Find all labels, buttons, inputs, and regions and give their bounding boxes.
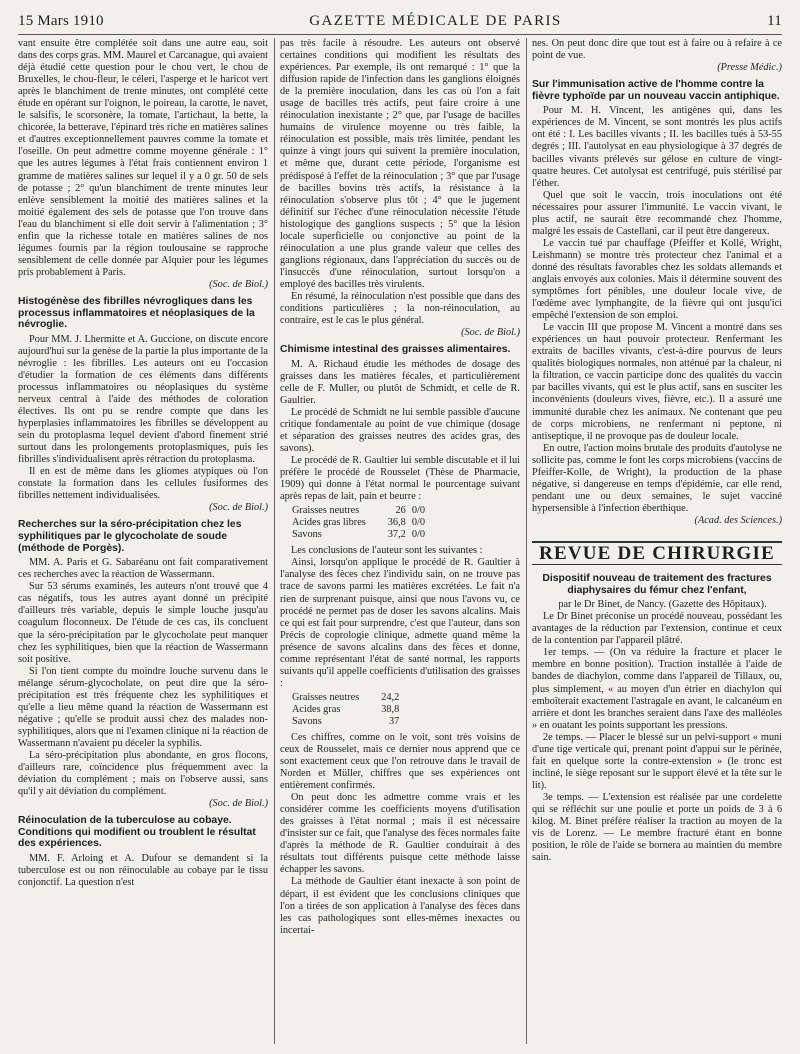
source-citation: (Acad. des Sciences.) <box>694 514 782 526</box>
paragraph: Pour MM. J. Lhermitte et A. Guccione, on discute encore aujourd'hui sur la genèse de la partie la plus importante de la névroglie : les fibrilles. Les auteurs ont eu l'occasion d'étudier la formation de ces éléments dans différents processus inflammatoires ou néoplasiques du système nerveux central à l'aide des méthodes de coloration électives. Ils ont pu se rendre compte que dans les hyperplasies inflammatoires les fibrilles se développent au sein du protoplasma lequel devient d'abord finement strié surtout dans les prolongements protoplasmiques, puis les fibrilles s'individualisent après rétraction du protoplasma. <box>18 333 268 466</box>
table-cell: 26 <box>395 505 406 517</box>
source-citation: (Soc. de Biol.) <box>209 278 268 290</box>
paragraph: Il en est de même dans les gliomes atypiques où l'on constate la formation dans les cellules fusiformes des fibrilles nettement individualisées. <box>18 466 268 502</box>
paragraph: 3e temps. — L'extension est réalisée par une cordelette qui se réfléchit sur une poulie et porte un poids de 3 à 6 kilog. M. Binet préfère réaliser la traction au moyen de la vis de Lorenz. — Le membre fracturé étant en bonne position, le rôle de l'aide se bornera au maintien du membre sain. <box>532 791 782 864</box>
paragraph: MM. A. Paris et G. Sabaréanu ont fait comparativement ces recherches avec la réaction de Wassermann. <box>18 557 268 581</box>
source-citation: (Presse Médic.) <box>717 62 782 74</box>
table-cell: Acides gras <box>292 703 341 715</box>
table-row <box>290 529 427 541</box>
column-middle <box>280 38 520 1044</box>
paragraph: Le vaccin tué par chauffage (Pfeiffer et Kollé, Wright, Leishmann) se montre très protecteur chez l'animal et a donné des résultats favorables chez les soldats allemands et anglais envoyés aux colonies. Mais il détermine souvent des symptômes fort pénibles, une douleur locale vive, de l'œdème avec lymphangite, de la fièvre qui ont jusqu'ici empêché l'extension de son emploi. <box>532 237 782 322</box>
paragraph: MM. F. Arloing et A. Dufour se demandent si la tuberculose est ou non réinoculable au cobaye par le tissu conjonctif. La question n'est <box>18 853 268 889</box>
table-row <box>290 505 427 517</box>
running-header <box>18 8 782 35</box>
table-row <box>290 692 401 704</box>
paragraph: pas très facile à résoudre. Les auteurs ont observé certaines conditions qui modifient les résultats des expériences. Par exemple, ils ont remarqué : 1° que la diffusion rapide de l'infection dans les ganglions éloignés de la première inoculation, dans les cas où l'on a fait usage de bacilles très actifs, peut faire croire à une réinoculation inexistante ; 2° que, par l'usage de bacilles humains de virulence moyenne ou très faible, la réinoculation est possible, mais très limitée, pendant les quinze à vingt jours qui suivent la première inoculation, et même que, durant cette période, l'organisme est prédisposé à l'effet de la réinoculation ; 3° que par l'usage de bacilles bovins très actifs, la résistance à la réinoculation s'observe plus tôt ; 4° que le jugement définitif sur l'échec d'une réinoculation nécessite l'étude histologique des ganglions suspects ; 5° que la lésion locale superficielle ou conjonctive au point de la réinoculation a une plus grande valeur que celles des ganglions régionaux, dans l'appréciation du succès ou de l'insuccès d'une réinoculation, surtout lorsqu'on a employé des bacilles très virulents. <box>280 38 520 290</box>
paragraph: Le procédé de R. Gaultier lui semble discutable et il lui préfère le procédé de Rousselet (Thèse de Pharmacie, 1909) qui donne à l'état normal le pourcentage suivant après repas de lait, pain et beurre : <box>280 455 520 503</box>
header-page-number: 11 <box>767 12 782 29</box>
table-row <box>290 517 427 529</box>
article-heading: Dispositif nouveau de traitement des fractures diaphysaires du fémur chez l'enfant, <box>542 573 772 596</box>
table-cell: Savons <box>292 529 322 541</box>
paragraph: vant ensuite être complétée soit dans une autre eau, soit dans des corps gras. MM. Maurel et Carcanague, qui avaient déjà étudié cette question pour le chou vert, le chou de Bruxelles, le chou-fleur, le céleri, l'asperge et le haricot vert après le blanchiment de trente minutes, ont complété cette étude en opérant sur l'oignon, le poireau, la carotte, le navet, le salsifis, le scorsonère, la tomate, l'artichaut, la bette, la chicorée, la betterave, l'épinard très riche en matières salines et d'autres exceptionnellement pauvres comme la tomate et l'oseille. On peut admettre comme moyenne générale : 1° que les autres légumes à l'état frais contiennent environ 1 gramme de matières salines sur lequel il y a 0 gr. 50 de sels de potasse ; 2° qu'un blanchiment de trente minutes leur enlève sensiblement la moitié des matières salines et la moitié également des sels de potasse que l'on trouve dans l'eau du blanchiment si elle doit servir à l'alimentation ; 3° enfin que la richesse totale en matières salines de nos légumes fournis par la région toulousaine se rapproche sensiblement de celle donnée par Alquier pour les légumes pris probablement à Paris. <box>18 38 268 278</box>
table-cell: 38,8 <box>381 703 400 715</box>
column-left <box>18 38 268 1044</box>
column-rule <box>274 38 275 1044</box>
article-heading: Histogénèse des fibrilles névrogliques dans les processus inflammatoires et néoplasiques de la névroglie. <box>18 295 255 331</box>
header-date: 15 Mars 1910 <box>18 12 104 29</box>
paragraph: Ainsi, lorsqu'on applique le procédé de R. Gaultier à l'analyse des fèces chez l'individu sain, on ne trouve pas trace de savons parmi les matières excrétées. Le fait n'a rien de surprenant puisque, ainsi que nous l'avons vu, ce procédé ne permet pas de doser les savons alcalins. Mais ce qui est fait pour surprendre, c'est que l'auteur, dans son Précis de coprologie clinique, admette quand même la présence de savons alcalins dans des fèces et donne, comme représentant l'état de santé normal, les rapports suivants qu'il appelle coefficients d'utilisation des graisses : <box>280 557 520 689</box>
article-heading: Sur l'immunisation active de l'homme contre la fièvre typhoïde par un nouveau vaccin antiphique. <box>532 79 780 102</box>
fat-coefficient-table <box>290 692 401 728</box>
table-cell: 37,2 <box>387 529 406 541</box>
paragraph: Le vaccin III que propose M. Vincent a montré dans ses expériences un haut pouvoir protecteur. Renfermant les extraits de bacilles vivants, c'est-à-dire pourvus de leurs qualités biologiques normales, non atténué par la chaleur, ni la filtration, ce vaccin participe donc des qualités du vaccin par bacilles vivants, qui est le plus actif, sans en susciter les inconvénients (douleurs vives, fièvre, etc.). Il a assuré une immunité durable chez les animaux. Ne contenant que peu de corps microbiens, ne renfermant ni peptone, ni antiseptique, il ne provoque pas de douleur locale. <box>532 322 782 442</box>
paragraph: 1er temps. — (On va réduire la fracture et placer le membre en bonne position). Traction installée à l'aide de bandes de diachylon, comme dans l'appareil de Tillaux, ou, plus simplement, « au moyen d'un étrier en diachylon qui emboîterait exactement l'astragale en avant, le calcanéum en arrière et dont les branches seraient dans l'axe des malléoles » en ouatant les points supportant les pressions. <box>532 647 782 731</box>
paragraph: Le procédé de Schmidt ne lui semble passible d'aucune critique fondamentale au point de vue chimique (dosage et séparation des graisses neutres des acides gras, des savons). <box>280 406 520 455</box>
paragraph: Ces chiffres, comme on le voit, sont très voisins de ceux de Rousselet, mais ce dernier nous apprend que ce sont exactement ceux que l'on retrouve dans le travail de Norden et Müller, chiffres que ses expériences ont entièrement confirmés. <box>280 731 520 792</box>
paragraph: La méthode de Gaultier étant inexacte à son point de départ, il est évident que les conclusions cliniques que l'on a tirées de son application à l'analyse des fèces dans les cas pathologiques sont elles-mêmes inexactes ou incertai- <box>280 876 520 936</box>
paragraph: M. A. Richaud étudie les méthodes de dosage des graisses dans les matières fécales, et particulièrement celle de F. Muller, ou plutôt de Schmidt, et celle de R. Gaultier. <box>280 358 520 406</box>
paragraph: La séro-précipitation plus abondante, en gros flocons, d'ailleurs rare, coïncidence plus fréquemment avec la déviation du complément ; mais on l'observe aussi, sans qu'il y ait déviation du complément. <box>18 750 268 798</box>
paragraph: Quel que soit le vaccin, trois inoculations ont été nécessaires pour assurer l'immunité. Le vaccin vivant, le plus actif, ne saurait être recommandé chez l'homme, malgré les essais de Castellani, car il peut être dangereux. <box>532 189 782 237</box>
paragraph: 2e temps. — Placer le blessé sur un pelvi-support « muni d'une tige verticale qui, prenant point d'appui sur le périnée, fait en quelque sorte la contre-extension » (le tronc est incliné, le siège reposant sur le support élevé et la tête sur le lit). <box>532 731 782 791</box>
table-row <box>290 704 401 716</box>
table-cell: 0/0 <box>411 517 425 529</box>
article-byline: par le Dr Binet, de Nancy. (Gazette des Hôpitaux). <box>558 599 767 611</box>
table-cell: 0/0 <box>411 505 425 517</box>
table-cell: Acides gras libres <box>292 517 366 529</box>
column-right <box>532 38 782 1044</box>
paragraph: On peut donc les admettre comme vrais et les considérer comme les coefficients moyens d'utilisation des graisses à l'état normal ; mais il est nécessaire d'insister sur ce fait, que l'analyse des fèces normales faite d'après la méthode de R. Gaultier conduirait à des résultats tout différents puisque cette méthode laisse échapper les savons. <box>280 792 520 876</box>
header-journal-title: GAZETTE MÉDICALE DE PARIS <box>309 12 562 29</box>
paragraph: En résumé, la réinoculation n'est possible que dans des conditions particulières ; la non-réinoculation, au contraire, est le cas le plus général. <box>280 290 520 327</box>
paragraph: Si l'on tient compte du moindre louche survenu dans le mélange sérum-glycocholate, on peut dire que la séro-précipitation est très fréquente chez les syphilitiques et qu'elle a lieu même quand la réaction de Wassermann est négative ; qu'elle se produit aussi chez des malades non-syphilitiques, alors que ni l'examen clinique ni la réaction de Wassermann n'avaient pu déceler la syphilis. <box>18 665 268 749</box>
table-cell: Savons <box>292 715 322 727</box>
table-row <box>290 716 401 728</box>
paragraph: nes. On peut donc dire que tout est à faire ou à refaire à ce point de vue. <box>532 38 782 62</box>
article-heading: Réinoculation de la tuberculose au cobaye. Conditions qui modifient ou troublent le résultat des expériences. <box>18 815 256 850</box>
article-heading: Recherches sur la séro-précipitation chez les syphilitiques par le glycocholate de soude (méthode de Porgès). <box>18 519 242 554</box>
article-heading: Chimisme intestinal des graisses alimentaires. <box>280 344 511 356</box>
source-citation: (Soc. de Biol.) <box>461 327 520 339</box>
paragraph: Les conclusions de l'auteur sont les suivantes : <box>291 545 483 557</box>
paragraph: Pour M. H. Vincent, les antigènes qui, dans les expériences de M. Vincent, se sont montrés les plus actifs ont été : I. Les bacilles vivants ; II. les bacilles tués à 53-55 degrés ; III. l'autolysat en eau physiologique à 37 degrés de bacilles vivants prélevés sur gélose en culture de vingt-quatre heures. Cet autolysat est centrifugé, puis stérilisé par l'éther. <box>532 105 782 189</box>
table-cell: 37 <box>388 715 400 727</box>
fat-percentage-table <box>290 505 427 541</box>
table-cell: Graisses neutres <box>292 505 360 517</box>
table-cell: 24,2 <box>381 691 400 703</box>
section-rubric: REVUE DE CHIRURGIE <box>532 541 782 565</box>
table-cell: 0/0 <box>411 529 425 541</box>
table-cell: Graisses neutres <box>292 691 360 703</box>
table-cell: 36,8 <box>387 517 406 529</box>
paragraph: Sur 53 sérums examinés, les auteurs n'ont trouvé que 4 cas négatifs, tous les autres ayant donné un précipité d'ailleurs très variable, depuis le simple louche jusqu'au coagulum floconneux. De l'étude de ces cas, ils concluent que la séro-précipitation par le glycocholate peut manquer chez les syphilitiques, bien que la réaction de Wassermann soit positive. <box>18 581 268 665</box>
column-rule <box>526 38 527 1044</box>
paragraph: Le Dr Binet préconise un procédé nouveau, possédant les avantages de la réduction par l'extension, continue et ceux de la contention par l'appareil plâtré. <box>532 611 782 647</box>
paragraph: En outre, l'action moins brutale des produits d'autolyse ne sollicite pas, comme le font les corps microbiens (vaccins de Pfeiffer-Kolle, de Wright), la production de la phase négative, si dangereuse en temps d'épidémie, car elle rend, pendant une ou deux semaines, le sujet vacciné hypersensible à l'infection éberthique. <box>532 442 782 514</box>
source-citation: (Soc. de Biol.) <box>209 502 268 514</box>
source-citation: (Soc. de Biol.) <box>209 798 268 810</box>
